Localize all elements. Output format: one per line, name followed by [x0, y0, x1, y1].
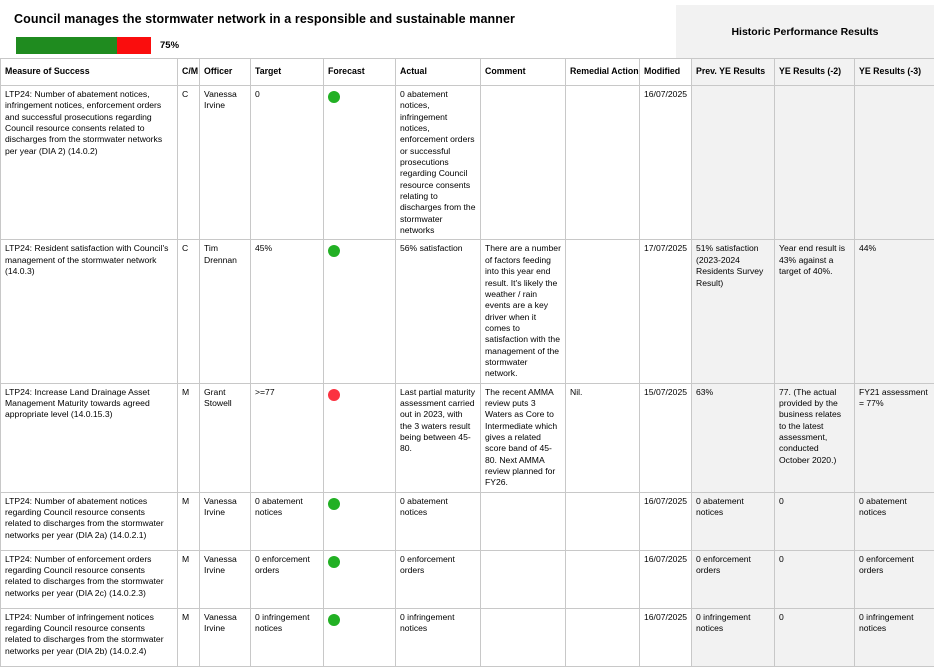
cell-measure-of-success: LTP24: Number of abatement notices regarding Council resource consents related to discharges from the stormwater networks per year (DIA 2a) (14.0.2.1) — [1, 492, 178, 550]
status-green-circle-icon — [328, 498, 340, 510]
cell-actual: 0 enforcement orders — [396, 550, 481, 608]
cell-comment — [481, 550, 566, 608]
cell-actual: 0 infringement notices — [396, 608, 481, 666]
column-header-ye-results-2[interactable]: YE Results (-2) — [775, 59, 855, 86]
cell-forecast — [324, 492, 396, 550]
cell-ye-results-3: 0 infringement notices — [855, 608, 934, 666]
cell-cm: M — [178, 550, 200, 608]
cell-ye-results-2 — [775, 86, 855, 240]
cell-ye-results-2: 0 — [775, 550, 855, 608]
table-row[interactable] — [1, 492, 934, 550]
cell-cm: C — [178, 240, 200, 383]
cell-prev-ye-results: 51% satisfaction (2023-2024 Residents Survey Result) — [692, 240, 775, 383]
cell-measure-of-success: LTP24: Resident satisfaction with Council's management of the stormwater network (14.0.3) — [1, 240, 178, 383]
cell-officer: Tim Drennan — [200, 240, 251, 383]
column-header-officer[interactable]: Officer — [200, 59, 251, 86]
cell-actual: 0 abatement notices, infringement notices, enforcement orders or successful prosecutions regarding Council resource consents relating to discharges from the stormwater networks — [396, 86, 481, 240]
status-green-circle-icon — [328, 556, 340, 568]
page-title: Council manages the stormwater network in a responsible and sustainable manner — [14, 12, 515, 26]
cell-actual: Last partial maturity assessment carried out in 2023, with the 3 waters result being between 45-80. — [396, 383, 481, 492]
cell-ye-results-2: 0 — [775, 492, 855, 550]
cell-modified: 17/07/2025 — [640, 240, 692, 383]
cell-ye-results-3: 44% — [855, 240, 934, 383]
cell-forecast — [324, 550, 396, 608]
column-header-forecast[interactable]: Forecast — [324, 59, 396, 86]
cell-comment — [481, 86, 566, 240]
status-red-circle-icon — [328, 389, 340, 401]
column-header-prev-ye-results[interactable]: Prev. YE Results — [692, 59, 775, 86]
column-header-target[interactable]: Target — [251, 59, 324, 86]
report-header — [0, 0, 934, 58]
cell-remedial-action — [566, 492, 640, 550]
cell-remedial-action: Nil. — [566, 383, 640, 492]
cell-forecast — [324, 608, 396, 666]
overall-progress — [16, 37, 179, 54]
column-header-comment[interactable]: Comment — [481, 59, 566, 86]
cell-prev-ye-results — [692, 86, 775, 240]
cell-ye-results-3: FY21 assessment = 77% — [855, 383, 934, 492]
status-green-circle-icon — [328, 91, 340, 103]
column-header-modified[interactable]: Modified — [640, 59, 692, 86]
cell-prev-ye-results: 0 abatement notices — [692, 492, 775, 550]
cell-modified: 16/07/2025 — [640, 86, 692, 240]
cell-officer: Vanessa Irvine — [200, 550, 251, 608]
cell-actual: 56% satisfaction — [396, 240, 481, 383]
cell-target: 0 abatement notices — [251, 492, 324, 550]
cell-remedial-action — [566, 86, 640, 240]
cell-ye-results-3 — [855, 86, 934, 240]
table-row[interactable] — [1, 550, 934, 608]
cell-prev-ye-results: 0 infringement notices — [692, 608, 775, 666]
cell-forecast — [324, 86, 396, 240]
cell-cm: M — [178, 492, 200, 550]
cell-modified: 15/07/2025 — [640, 383, 692, 492]
cell-ye-results-2: 0 — [775, 608, 855, 666]
cell-forecast — [324, 383, 396, 492]
cell-remedial-action — [566, 240, 640, 383]
progress-green-segment — [16, 37, 117, 54]
cell-remedial-action — [566, 550, 640, 608]
table-header-row — [1, 59, 934, 86]
measures-table-body — [1, 86, 934, 667]
cell-officer: Vanessa Irvine — [200, 608, 251, 666]
progress-percent-label: 75% — [160, 40, 179, 51]
cell-officer: Grant Stowell — [200, 383, 251, 492]
cell-target: 0 enforcement orders — [251, 550, 324, 608]
cell-remedial-action — [566, 608, 640, 666]
column-header-cm[interactable]: C/M — [178, 59, 200, 86]
cell-prev-ye-results: 0 enforcement orders — [692, 550, 775, 608]
table-row[interactable] — [1, 383, 934, 492]
cell-measure-of-success: LTP24: Number of abatement notices, infringement notices, enforcement orders and successful prosecutions regarding Council resource consents related to discharges from the stormwater networks per year (DIA 2) (14.0.2) — [1, 86, 178, 240]
cell-ye-results-2: Year end result is 43% against a target of 40%. — [775, 240, 855, 383]
cell-cm: M — [178, 608, 200, 666]
progress-bar — [16, 37, 151, 54]
cell-cm: C — [178, 86, 200, 240]
progress-red-segment — [117, 37, 151, 54]
cell-comment: The recent AMMA review puts 3 Waters as Core to Intermediate which gives a related score band of 45-80. Next AMMA review planned for FY26. — [481, 383, 566, 492]
historic-performance-banner-label: Historic Performance Results — [731, 26, 878, 38]
cell-modified: 16/07/2025 — [640, 550, 692, 608]
cell-measure-of-success: LTP24: Number of infringement notices regarding Council resource consents related to discharges from the stormwater networks per year (DIA 2b) (14.0.2.4) — [1, 608, 178, 666]
cell-ye-results-3: 0 abatement notices — [855, 492, 934, 550]
column-header-ye-results-3[interactable]: YE Results (-3) — [855, 59, 934, 86]
column-header-measure[interactable]: Measure of Success — [1, 59, 178, 86]
cell-modified: 16/07/2025 — [640, 608, 692, 666]
status-green-circle-icon — [328, 245, 340, 257]
column-header-actual[interactable]: Actual — [396, 59, 481, 86]
table-row[interactable] — [1, 86, 934, 240]
cell-comment — [481, 492, 566, 550]
historic-performance-banner — [676, 5, 934, 58]
cell-comment: There are a number of factors feeding into this year end result. It's likely the weather / rain events are a key driver when it comes to satisfaction with the management of the stormwater network. — [481, 240, 566, 383]
status-green-circle-icon — [328, 614, 340, 626]
table-row[interactable] — [1, 240, 934, 383]
cell-ye-results-3: 0 enforcement orders — [855, 550, 934, 608]
cell-measure-of-success: LTP24: Number of enforcement orders regarding Council resource consents related to discharges from the stormwater networks per year (DIA 2c) (14.0.2.3) — [1, 550, 178, 608]
cell-measure-of-success: LTP24: Increase Land Drainage Asset Management Maturity towards agreed appropriate level (14.0.15.3) — [1, 383, 178, 492]
cell-officer: Vanessa Irvine — [200, 86, 251, 240]
cell-forecast — [324, 240, 396, 383]
cell-comment — [481, 608, 566, 666]
table-row[interactable] — [1, 608, 934, 666]
cell-cm: M — [178, 383, 200, 492]
cell-actual: 0 abatement notices — [396, 492, 481, 550]
cell-modified: 16/07/2025 — [640, 492, 692, 550]
cell-target: 45% — [251, 240, 324, 383]
column-header-remedial-action[interactable]: Remedial Action — [566, 59, 640, 86]
cell-ye-results-2: 77. (The actual provided by the business relates to the latest assessment, conducted October 2020.) — [775, 383, 855, 492]
cell-target: >=77 — [251, 383, 324, 492]
cell-target: 0 — [251, 86, 324, 240]
cell-prev-ye-results: 63% — [692, 383, 775, 492]
measures-table — [0, 58, 934, 667]
cell-target: 0 infringement notices — [251, 608, 324, 666]
cell-officer: Vanessa Irvine — [200, 492, 251, 550]
